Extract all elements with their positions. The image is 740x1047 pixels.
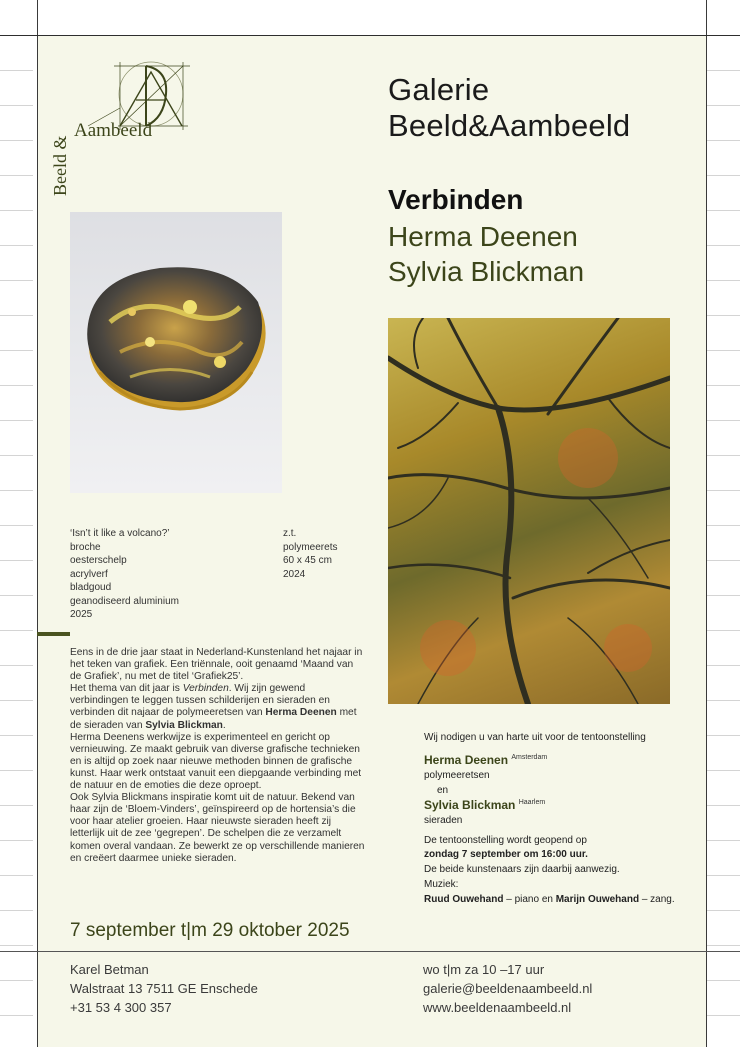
intro-text-run: Het thema van dit jaar is [70,683,183,695]
intro-artist-1: Herma Deenen [265,707,337,719]
margin-tick [707,245,740,246]
margin-tick [0,525,33,526]
invite-artist-1-name: Herma Deenen [424,753,509,767]
exhibition-dates: 7 september t|m 29 oktober 2025 [70,920,350,941]
intro-paragraph: Eens in de drie jaar staat in Nederland-Kunstenland het najaar in het teken van grafiek. Een triënnale, ooit genaamd ‘Maand van de Grafiek’, nu met de titel ‘Grafiek25’. [70,647,363,683]
margin-tick [0,420,33,421]
caption-line: oesterschelp [70,555,127,566]
invite-artist-2-medium: sieraden [424,815,463,826]
margin-tick [707,490,740,491]
tree-etching-image [388,318,670,704]
margin-tick [707,1015,740,1016]
margin-tick [0,945,33,946]
invite-presence: De beide kunstenaars zijn daarbij aanwezig. [424,864,620,875]
margin-tick [707,840,740,841]
footer-phone[interactable]: +31 53 4 300 357 [70,1000,172,1015]
margin-tick [707,175,740,176]
caption-line: broche [70,541,101,553]
intro-text [70,647,365,865]
intro-text-run: met de sieraden van [70,707,357,731]
margin-tick [707,525,740,526]
invite-artist-2-city: Haarlem [518,799,546,806]
caption-line: polymeerets [283,541,338,553]
footer-address [70,960,258,1017]
artist-heading-1: Herma Deenen [388,221,578,252]
artwork-photo-etching [388,318,670,704]
caption-brooch-title: ‘Isn’t it like a volcano?’ [70,528,170,539]
margin-tick [707,770,740,771]
caption-line: 60 x 45 cm [283,555,332,566]
margin-tick [0,595,33,596]
logo-text-horizontal: Aambeeld [74,120,153,141]
accent-bar [37,632,70,636]
margin-tick [0,105,33,106]
margin-tick [0,1015,33,1016]
logo-text-vertical: Beeld & [50,135,70,196]
exhibition-title: Verbinden [388,184,524,215]
instrument-2: – zang. [639,894,675,905]
intro-text-run: . [222,719,226,731]
caption-line: 2024 [283,568,306,580]
margin-tick [0,770,33,771]
gallery-logo [48,48,198,198]
margin-tick [707,105,740,106]
margin-tick [707,805,740,806]
intro-theme-word: Verbinden [182,683,229,695]
margin-tick [707,665,740,666]
invite-musicians [424,894,675,905]
margin-tick [0,175,33,176]
margin-tick [707,945,740,946]
intro-paragraph: Ook Sylvia Blickmans inspiratie komt uit de natuur. Bekend van haar zijn de ‘Bloem-Vinders’, geïnspireerd op de hortensia’s die voor haar atelier groeien. Haar nieuwste sieraden heeft zij letterlijk uit de zee ‘gegrepen’. De schelpen die ze verzamelt komen overal vandaan. Ze bewerkt ze op verschillende manieren en creëert daarmee unieke sieraden. [70,792,365,864]
margin-tick [707,735,740,736]
margin-tick [707,385,740,386]
margin-tick [707,350,740,351]
margin-tick [0,840,33,841]
gallery-title [388,72,630,144]
intro-text-run: . Wij zijn gewend verbindingen te leggen tussen schilderijen en sieraden en verbinden dit najaar de polymeeretsen van [70,683,330,719]
margin-tick [0,245,33,246]
margin-tick [707,980,740,981]
caption-etching-title: z.t. [283,528,297,539]
invitation-intro: Wij nodigen u van harte uit voor de tentoonstelling [424,732,646,743]
margin-tick [707,455,740,456]
caption-line: acrylverf [70,568,108,580]
margin-tick [707,70,740,71]
margin-tick [0,455,33,456]
footer-street: Walstraat 13 7511 GE Enschede [70,981,258,996]
footer-name: Karel Betman [70,962,149,977]
margin-tick [0,630,33,631]
margin-tick [0,910,33,911]
frame-line-footer [0,951,740,952]
frame-line-right [706,0,707,1047]
margin-tick [707,280,740,281]
margin-tick [707,875,740,876]
intro-paragraph: Herma Deenens werkwijze is experimenteel en gericht op vernieuwing. Ze maakt gebruik van diverse grafische technieken en is altijd op zoek naar nieuwe methoden binnen de grafische kunst. Haar werk ontstaat vanuit een diepgaande verbinding met de natuur en de emoties die deze oproept. [70,731,362,792]
musician-1: Ruud Ouwehand [424,894,504,905]
invite-artist-2 [424,798,545,812]
invite-artist-1-medium: polymeeretsen [424,770,490,781]
margin-tick [707,315,740,316]
instrument-1: – piano en [503,894,556,905]
footer-website-link[interactable]: www.beeldenaambeeld.nl [423,1000,572,1015]
footer-contact [423,960,592,1017]
caption-etching [283,527,337,581]
margin-tick [0,210,33,211]
invite-artist-1 [424,753,547,767]
margin-tick [0,875,33,876]
margin-tick [0,70,33,71]
footer-hours: wo t|m za 10 –17 uur [423,962,545,977]
caption-brooch [70,527,179,622]
invite-opening-date: zondag 7 september om 16:00 uur. [424,849,588,860]
margin-tick [707,630,740,631]
margin-tick [707,140,740,141]
margin-tick [0,490,33,491]
margin-tick [707,700,740,701]
caption-line: bladgoud [70,582,112,593]
margin-tick [0,280,33,281]
gallery-title-line1: Galerie [388,72,490,107]
margin-tick [0,140,33,141]
margin-tick [0,315,33,316]
invite-and: en [437,785,449,796]
margin-tick [707,210,740,211]
footer-email-link[interactable]: galerie@beeldenaambeeld.nl [423,981,593,996]
margin-tick [0,665,33,666]
gallery-title-line2: Beeld&Aambeeld [388,108,631,143]
margin-tick [0,560,33,561]
margin-tick [707,910,740,911]
artwork-photo-brooch [70,212,282,493]
margin-tick [0,735,33,736]
invite-music-label: Muziek: [424,879,459,890]
caption-line: geanodiseerd aluminium [70,595,179,607]
invite-artist-2-name: Sylvia Blickman [424,798,516,812]
margin-tick [0,350,33,351]
artist-heading-2: Sylvia Blickman [388,256,585,287]
frame-line-top [0,35,740,36]
frame-line-left [37,0,38,1047]
intro-artist-2: Sylvia Blickman [145,719,223,731]
musician-2: Marijn Ouwehand [555,894,640,905]
margin-tick [707,560,740,561]
margin-tick [0,980,33,981]
caption-line: 2025 [70,609,93,620]
margin-tick [0,700,33,701]
brooch-image [70,212,282,493]
margin-tick [707,420,740,421]
intro-paragraph-theme [70,683,365,731]
invite-artist-1-city: Amsterdam [511,754,548,761]
margin-tick [0,385,33,386]
invite-opening-line: De tentoonstelling wordt geopend op [424,835,587,846]
margin-tick [707,595,740,596]
margin-tick [0,805,33,806]
